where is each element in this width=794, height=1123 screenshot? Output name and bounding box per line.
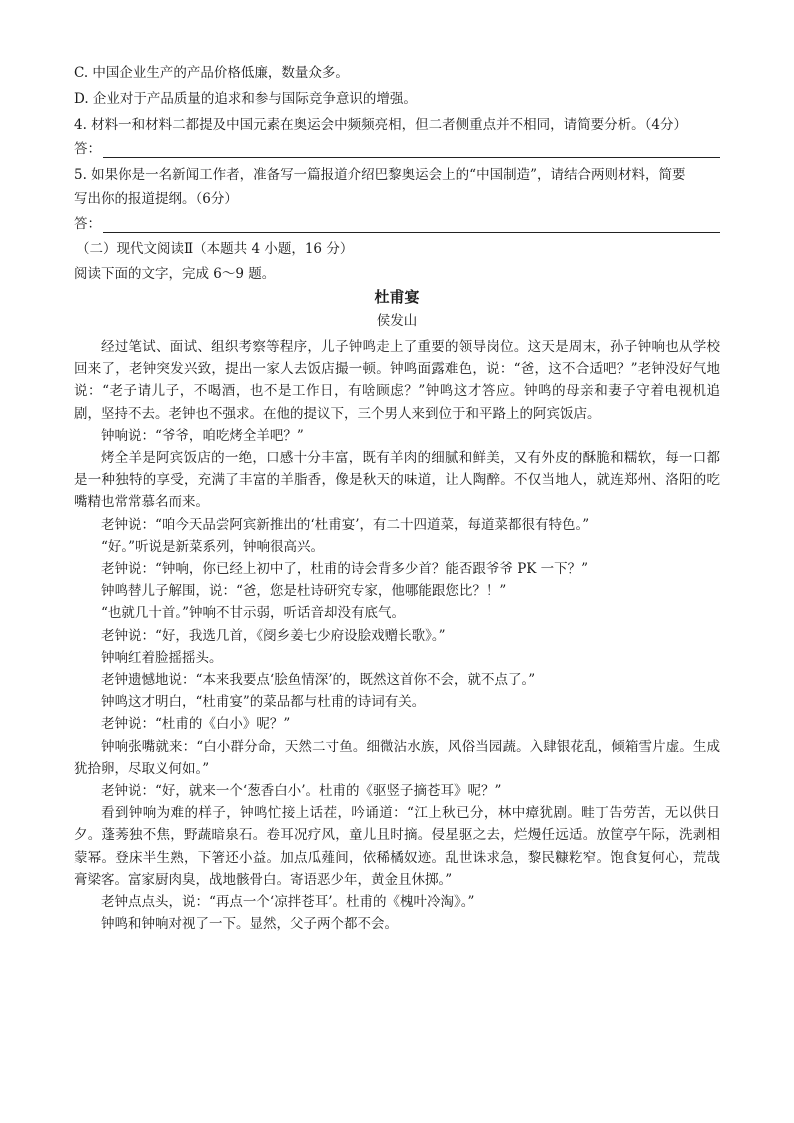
answer-line-q5[interactable] [74, 215, 720, 233]
story-paragraph: 钟响张嘴就来：“白小群分命，天然二寸鱼。细微沾水族，风俗当园蔬。入肆银花乱，倾箱雪片虚。生成犹拾卵，尽取义何如。” [74, 738, 720, 777]
answer-blank[interactable] [103, 218, 720, 233]
story-paragraph: 烤全羊是阿宾饭店的一绝，口感十分丰富，既有羊肉的细腻和鲜美，又有外皮的酥脆和糯软，每一口都是一种独特的享受，充满了丰富的羊脂香，像是秋天的味道，让人陶醉。不仅当地人，就连郑州、洛阳的吃嘴精也常常慕名而来。 [74, 450, 720, 511]
story-title: 杜甫宴 [374, 288, 420, 306]
story-paragraph: 老钟说：“好，我选几首，《阌乡姜七少府设脍戏赠长歌》。” [101, 627, 446, 644]
story-paragraph: 钟鸣这才明白，“杜甫宴”的菜品都与杜甫的诗词有关。 [101, 694, 426, 711]
story-body [74, 336, 720, 935]
question-5-line1: 5. 如果你是一名新闻工作者，准备写一篇报道介绍巴黎奥运会上的“中国制造”，请结合两则材料，简要 [74, 167, 686, 183]
story-paragraph: “也就几十首。”钟响不甘示弱，听话音却没有底气。 [101, 605, 406, 622]
answer-label: 答： [74, 141, 101, 157]
story-paragraph: 老钟点点头，说：“再点一个‘凉拌苍耳’。杜甫的《槐叶冷淘》。” [101, 894, 475, 911]
story-paragraph: 老钟说：“杜甫的《白小》呢？” [101, 716, 291, 733]
story-paragraph: 钟鸣和钟响对视了一下。显然，父子两个都不会。 [101, 916, 398, 933]
answer-line-q4[interactable] [74, 140, 720, 158]
story-paragraph: 钟鸣替儿子解围，说：“爸，您是杜诗研究专家，他哪能跟您比？！” [101, 583, 507, 600]
section-instruction: 阅读下面的文字，完成 6～9 题。 [74, 266, 276, 282]
story-author: 侯发山 [376, 313, 418, 329]
answer-blank[interactable] [103, 143, 720, 158]
section-heading: （二）现代文阅读Ⅱ（本题共 4 小题，16 分） [76, 241, 354, 257]
question-4: 4. 材料一和材料二都提及中国元素在奥运会中频频亮相，但二者侧重点并不相同，请简要分析。（4分） [74, 117, 688, 133]
question-5-line2: 写出你的报道提纲。（6分） [74, 191, 238, 207]
answer-label: 答： [74, 216, 101, 232]
story-paragraph: 老钟遗憾地说：“本来我要点‘脍鱼情深’的，既然这首你不会，就不点了。” [101, 672, 536, 689]
story-paragraph: 经过笔试、面试、组织考察等程序，儿子钟鸣走上了重要的领导岗位。这天是周末，孙子钟响也从学校回来了，老钟突发兴致，提出一家人去饭店撮一顿。钟鸣面露难色，说：“爸，这不合适吧？”老钟没好气地说：“老子请儿子，不喝酒，也不是工作日，有啥顾虑？”钟鸣这才答应。钟鸣的母亲和妻子守着电视机追剧，坚持不去。老钟也不强求。在他的提议下，三个男人来到位于和平路上的阿宾饭店。 [74, 339, 720, 422]
story-paragraph: 看到钟响为难的样子，钟鸣忙接上话茬，吟诵道：“江上秋已分，林中瘴犹剧。畦丁告劳苦，无以供日夕。蓬莠独不焦，野蔬暗泉石。卷耳况疗风，童儿且时摘。侵星驱之去，烂熳任远适。放筐亭午际，洗剥相蒙幂。登床半生熟，下箸还小益。加点瓜薤间，依稀橘奴迹。乱世诛求急，黎民糠籺窄。饱食复何心，荒哉膏梁客。富家厨肉臭，战地骸骨白。寄语恶少年，黄金且休掷。” [74, 805, 720, 888]
option-c: C. 中国企业生产的产品价格低廉，数量众多。 [74, 65, 349, 81]
story-paragraph: 老钟说：“钟响，你已经上初中了，杜甫的诗会背多少首？能否跟爷爷 PK 一下？” [101, 561, 589, 578]
option-d: D. 企业对于产品质量的追求和参与国际竞争意识的增强。 [74, 91, 417, 107]
story-paragraph: 钟响说：“爷爷，咱吃烤全羊吧？” [101, 427, 304, 444]
story-paragraph: 钟响红着脸摇摇头。 [101, 649, 223, 666]
story-paragraph: 老钟说：“咱今天品尝阿宾新推出的‘杜甫宴’，有二十四道菜，每道菜都很有特色。” [101, 516, 590, 533]
story-paragraph: 老钟说：“好，就来一个‘葱香白小’。杜甫的《驱竖子摘苍耳》呢？” [101, 783, 502, 800]
story-paragraph: “好。”听说是新菜系列，钟响很高兴。 [101, 538, 325, 555]
